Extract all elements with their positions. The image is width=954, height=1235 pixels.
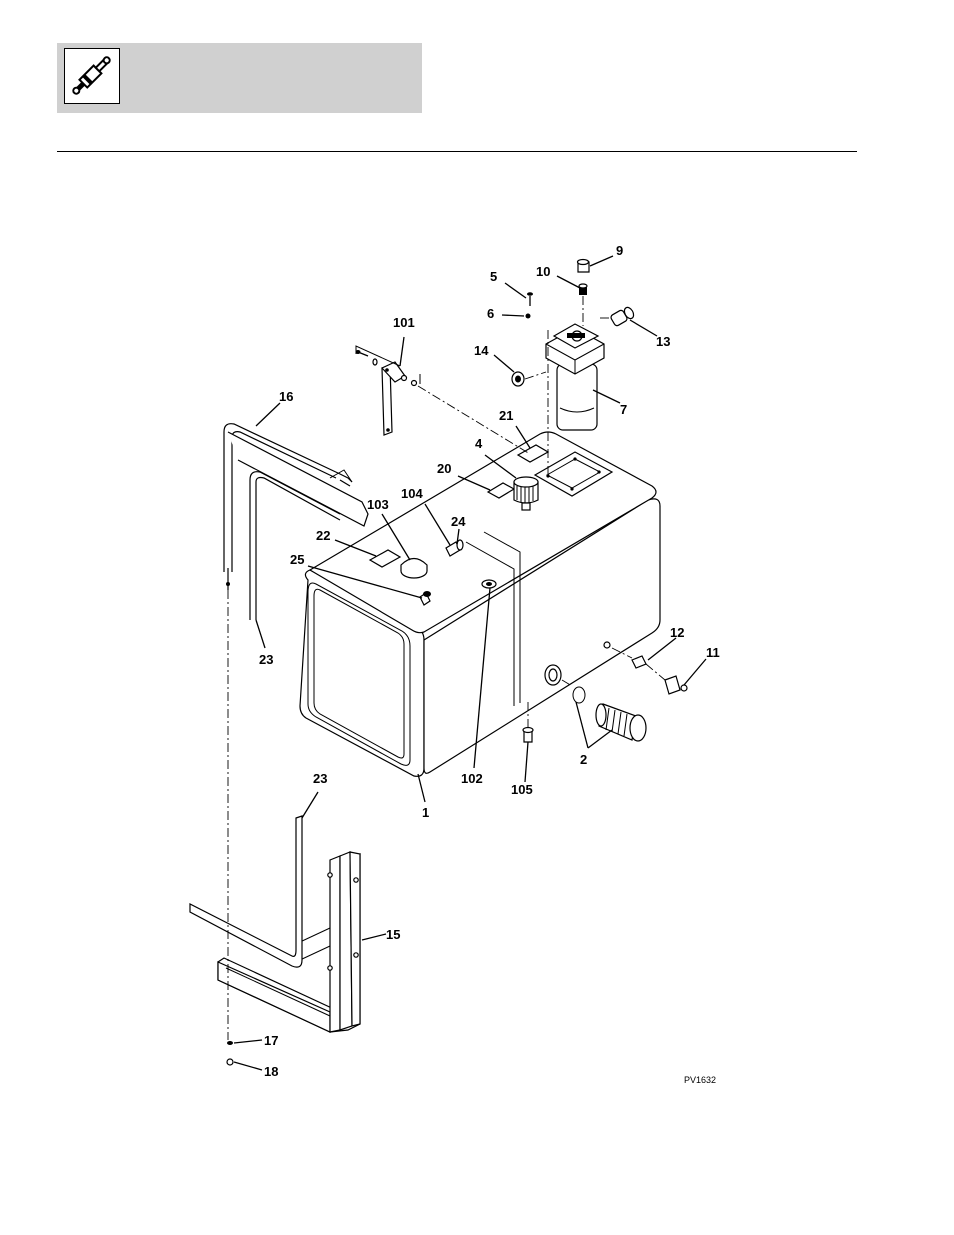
callout-23-lower: 23: [313, 771, 328, 786]
callout-16: 16: [279, 389, 294, 404]
figure-id: PV1632: [684, 1075, 717, 1085]
callout-101: 101: [393, 315, 415, 330]
washer-17: [227, 1041, 233, 1045]
callout-12: 12: [670, 625, 685, 640]
callout-102: 102: [461, 771, 483, 786]
callout-7: 7: [620, 402, 628, 417]
callout-1: 1: [422, 805, 430, 820]
callout-14: 14: [474, 343, 489, 358]
callout-24: 24: [451, 514, 466, 529]
callout-17: 17: [264, 1033, 279, 1048]
callout-23-upper: 23: [259, 652, 274, 667]
fitting-12: [632, 656, 646, 668]
callout-10: 10: [536, 264, 551, 279]
strap-23-lower: [190, 816, 302, 967]
return-filter: [546, 324, 604, 430]
callout-15: 15: [386, 927, 401, 942]
callout-5: 5: [490, 269, 498, 284]
callout-103: 103: [367, 497, 389, 512]
callout-6: 6: [487, 306, 495, 321]
nut-18: [227, 1059, 233, 1065]
callout-104: 104: [401, 486, 423, 501]
valve-11: [665, 676, 687, 694]
callout-2: 2: [580, 752, 588, 767]
callout-25: 25: [290, 552, 305, 567]
callout-21: 21: [499, 408, 514, 423]
callout-13: 13: [656, 334, 671, 349]
callout-11: 11: [706, 645, 720, 660]
callout-20: 20: [437, 461, 452, 476]
drain-105: [523, 728, 533, 743]
callout-18: 18: [264, 1064, 279, 1079]
bracket-101: [356, 346, 421, 435]
callout-105: 105: [511, 782, 533, 797]
callout-22: 22: [316, 528, 331, 543]
support-bracket-15: [218, 852, 360, 1032]
callout-9: 9: [616, 243, 624, 258]
callout-4: 4: [475, 436, 483, 451]
fitting-13: [610, 306, 636, 327]
